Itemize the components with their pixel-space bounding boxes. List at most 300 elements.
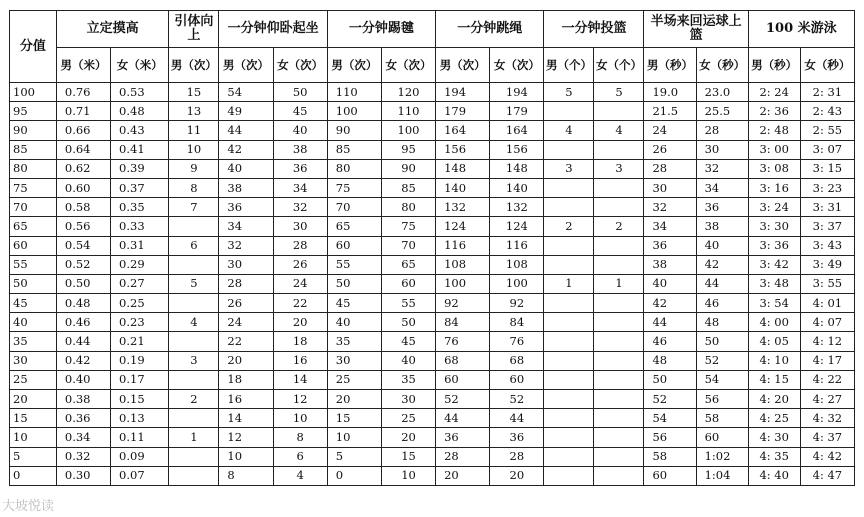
table-cell: 25: [327, 370, 381, 389]
table-cell: 0.27: [111, 274, 169, 293]
table-cell: 4: 25: [748, 409, 800, 428]
table-cell: [594, 332, 644, 351]
table-cell: 8: [273, 428, 327, 447]
table-cell: 13: [169, 102, 219, 121]
header-score: 分值: [10, 11, 57, 83]
table-cell: 3: 43: [800, 236, 854, 255]
table-cell: 20: [219, 351, 273, 370]
table-cell: 58: [644, 447, 696, 466]
table-cell: 0.07: [111, 466, 169, 485]
table-cell: 44: [644, 313, 696, 332]
table-cell: 70: [381, 236, 435, 255]
table-cell: 85: [381, 178, 435, 197]
table-cell: 15: [381, 447, 435, 466]
table-cell: 3: 42: [748, 255, 800, 274]
score-cell: 60: [10, 236, 57, 255]
table-cell: 3: 54: [748, 294, 800, 313]
table-cell: 164: [436, 121, 490, 140]
header-dribble-male: 男（秒）: [644, 48, 696, 83]
table-cell: 36: [273, 159, 327, 178]
table-cell: 2: 55: [800, 121, 854, 140]
score-cell: 80: [10, 159, 57, 178]
table-cell: 1:04: [696, 466, 748, 485]
table-cell: 36: [219, 198, 273, 217]
header-jump-female: 女（米）: [111, 48, 169, 83]
table-cell: 49: [219, 102, 273, 121]
table-cell: 1: [544, 274, 594, 293]
table-cell: 156: [490, 140, 544, 159]
header-shooting: 一分钟投篮: [544, 11, 644, 48]
score-cell: 70: [10, 198, 57, 217]
table-cell: [594, 313, 644, 332]
table-cell: [544, 178, 594, 197]
table-cell: 108: [436, 255, 490, 274]
table-cell: 3: 24: [748, 198, 800, 217]
table-cell: 0.17: [111, 370, 169, 389]
header-pull-up: 引体向上: [169, 11, 219, 48]
table-cell: [594, 370, 644, 389]
table-cell: 40: [273, 121, 327, 140]
table-cell: [544, 140, 594, 159]
table-cell: 16: [219, 390, 273, 409]
table-cell: [594, 255, 644, 274]
table-cell: 100: [490, 274, 544, 293]
table-cell: [594, 447, 644, 466]
header-row-genders: [10, 48, 855, 83]
table-cell: 4: 30: [748, 428, 800, 447]
table-cell: 3: 31: [800, 198, 854, 217]
table-cell: 3: 23: [800, 178, 854, 197]
table-cell: 0.41: [111, 140, 169, 159]
table-cell: 45: [381, 332, 435, 351]
table-cell: 52: [490, 390, 544, 409]
table-cell: [544, 447, 594, 466]
table-cell: 68: [490, 351, 544, 370]
table-cell: [594, 428, 644, 447]
table-cell: 3: 36: [748, 236, 800, 255]
table-cell: 148: [490, 159, 544, 178]
table-cell: 2: 31: [800, 83, 854, 102]
table-cell: 0.36: [56, 409, 110, 428]
table-cell: 60: [436, 370, 490, 389]
table-cell: [544, 255, 594, 274]
header-situp-female: 女（次）: [273, 48, 327, 83]
table-cell: 54: [696, 370, 748, 389]
table-cell: 36: [490, 428, 544, 447]
table-cell: 194: [436, 83, 490, 102]
table-cell: [169, 294, 219, 313]
table-cell: 24: [273, 274, 327, 293]
table-cell: 1: [169, 428, 219, 447]
table-cell: 40: [327, 313, 381, 332]
watermark: 大坡悦读: [2, 499, 55, 514]
table-cell: 38: [644, 255, 696, 274]
table-cell: 20: [436, 466, 490, 485]
score-cell: 45: [10, 294, 57, 313]
table-cell: 22: [273, 294, 327, 313]
table-cell: 76: [490, 332, 544, 351]
table-cell: 0.38: [56, 390, 110, 409]
table-cell: [544, 370, 594, 389]
table-cell: 8: [169, 178, 219, 197]
table-cell: 4: [594, 121, 644, 140]
table-row: [10, 178, 855, 197]
table-cell: 2: 24: [748, 83, 800, 102]
table-cell: 140: [490, 178, 544, 197]
table-cell: 52: [644, 390, 696, 409]
table-cell: 24: [644, 121, 696, 140]
table-cell: 124: [490, 217, 544, 236]
table-cell: 4: 00: [748, 313, 800, 332]
table-cell: [544, 236, 594, 255]
table-cell: 156: [436, 140, 490, 159]
table-row: [10, 409, 855, 428]
table-cell: 92: [436, 294, 490, 313]
table-cell: 60: [381, 274, 435, 293]
header-situp-male: 男（次）: [219, 48, 273, 83]
table-cell: 0.11: [111, 428, 169, 447]
table-cell: [169, 447, 219, 466]
table-cell: 36: [696, 198, 748, 217]
table-cell: 4: 47: [800, 466, 854, 485]
table-cell: 45: [273, 102, 327, 121]
table-row: [10, 236, 855, 255]
table-cell: 55: [381, 294, 435, 313]
table-cell: [169, 255, 219, 274]
table-cell: 0.29: [111, 255, 169, 274]
table-cell: 92: [490, 294, 544, 313]
table-cell: 85: [327, 140, 381, 159]
table-cell: 18: [219, 370, 273, 389]
table-cell: 3: 00: [748, 140, 800, 159]
table-cell: 110: [327, 83, 381, 102]
table-cell: 26: [219, 294, 273, 313]
table-cell: 4: 17: [800, 351, 854, 370]
table-cell: 44: [436, 409, 490, 428]
table-cell: 179: [436, 102, 490, 121]
table-cell: [594, 294, 644, 313]
table-cell: 50: [273, 83, 327, 102]
table-cell: 0.43: [111, 121, 169, 140]
table-cell: 54: [219, 83, 273, 102]
table-cell: 0.35: [111, 198, 169, 217]
table-cell: 38: [696, 217, 748, 236]
table-row: [10, 313, 855, 332]
score-cell: 0: [10, 466, 57, 485]
score-cell: 90: [10, 121, 57, 140]
table-cell: 11: [169, 121, 219, 140]
table-cell: 0.09: [111, 447, 169, 466]
header-shuttle-male: 男（次）: [327, 48, 381, 83]
table-cell: 3: 07: [800, 140, 854, 159]
table-row: [10, 140, 855, 159]
table-cell: 54: [644, 409, 696, 428]
table-cell: 34: [273, 178, 327, 197]
table-cell: 30: [644, 178, 696, 197]
table-cell: 0.21: [111, 332, 169, 351]
table-cell: 16: [273, 351, 327, 370]
table-cell: 0.76: [56, 83, 110, 102]
table-cell: 0.66: [56, 121, 110, 140]
table-cell: 0.15: [111, 390, 169, 409]
table-row: [10, 447, 855, 466]
score-table: [9, 10, 855, 486]
table-cell: 110: [381, 102, 435, 121]
score-cell: 100: [10, 83, 57, 102]
table-cell: 108: [490, 255, 544, 274]
table-cell: 4: 32: [800, 409, 854, 428]
table-cell: 14: [273, 370, 327, 389]
table-cell: 1:02: [696, 447, 748, 466]
table-cell: 2: [544, 217, 594, 236]
table-row: [10, 332, 855, 351]
table-cell: 2: [594, 217, 644, 236]
table-cell: 35: [327, 332, 381, 351]
table-cell: 20: [381, 428, 435, 447]
table-cell: 0.52: [56, 255, 110, 274]
table-row: [10, 370, 855, 389]
table-cell: 50: [696, 332, 748, 351]
header-shuttle-female: 女（次）: [381, 48, 435, 83]
table-cell: 46: [644, 332, 696, 351]
table-cell: 38: [219, 178, 273, 197]
table-cell: 28: [644, 159, 696, 178]
table-cell: 148: [436, 159, 490, 178]
table-cell: 32: [644, 198, 696, 217]
score-cell: 85: [10, 140, 57, 159]
table-cell: 5: [594, 83, 644, 102]
header-shot-female: 女（个）: [594, 48, 644, 83]
score-cell: 40: [10, 313, 57, 332]
table-cell: 0.64: [56, 140, 110, 159]
table-cell: 32: [219, 236, 273, 255]
table-cell: 90: [327, 121, 381, 140]
table-cell: 36: [644, 236, 696, 255]
table-cell: 20: [273, 313, 327, 332]
table-cell: 4: 07: [800, 313, 854, 332]
table-cell: 5: [327, 447, 381, 466]
table-cell: 3: 30: [748, 217, 800, 236]
table-cell: 4: 27: [800, 390, 854, 409]
table-cell: 100: [436, 274, 490, 293]
table-cell: 34: [696, 178, 748, 197]
table-row: [10, 83, 855, 102]
header-row-events: [10, 11, 855, 48]
table-cell: 35: [381, 370, 435, 389]
table-cell: 0.46: [56, 313, 110, 332]
score-cell: 25: [10, 370, 57, 389]
table-cell: 0.34: [56, 428, 110, 447]
table-cell: 30: [219, 255, 273, 274]
table-cell: [544, 198, 594, 217]
score-cell: 15: [10, 409, 57, 428]
table-cell: 10: [273, 409, 327, 428]
table-cell: 42: [219, 140, 273, 159]
table-row: [10, 466, 855, 485]
table-cell: 52: [436, 390, 490, 409]
table-cell: 4: 35: [748, 447, 800, 466]
table-cell: 58: [696, 409, 748, 428]
table-cell: 0: [327, 466, 381, 485]
table-cell: 48: [644, 351, 696, 370]
table-cell: 32: [273, 198, 327, 217]
table-cell: [169, 332, 219, 351]
table-cell: 4: 05: [748, 332, 800, 351]
table-cell: 56: [644, 428, 696, 447]
table-cell: [544, 332, 594, 351]
table-cell: 30: [327, 351, 381, 370]
table-cell: 0.62: [56, 159, 110, 178]
header-rope-male: 男（次）: [436, 48, 490, 83]
table-cell: [544, 466, 594, 485]
table-cell: 32: [696, 159, 748, 178]
table-cell: 15: [327, 409, 381, 428]
header-sit-up: 一分钟仰卧起坐: [219, 11, 327, 48]
header-dribble: 半场来回运球上篮: [644, 11, 748, 48]
table-cell: 44: [219, 121, 273, 140]
table-cell: 56: [696, 390, 748, 409]
score-cell: 55: [10, 255, 57, 274]
table-cell: 6: [169, 236, 219, 255]
table-cell: [594, 466, 644, 485]
table-cell: 2: [169, 390, 219, 409]
table-row: [10, 198, 855, 217]
table-cell: 5: [544, 83, 594, 102]
table-cell: 4: 12: [800, 332, 854, 351]
table-cell: 25.5: [696, 102, 748, 121]
table-cell: 0.54: [56, 236, 110, 255]
table-cell: 10: [169, 140, 219, 159]
table-cell: 0.56: [56, 217, 110, 236]
table-cell: 14: [219, 409, 273, 428]
table-cell: 20: [327, 390, 381, 409]
table-cell: 40: [381, 351, 435, 370]
header-shuttlecock: 一分钟踢毽: [327, 11, 435, 48]
table-cell: [169, 409, 219, 428]
table-cell: 5: [169, 274, 219, 293]
table-cell: 65: [381, 255, 435, 274]
table-cell: 95: [381, 140, 435, 159]
table-cell: 10: [327, 428, 381, 447]
table-cell: 28: [696, 121, 748, 140]
table-row: [10, 274, 855, 293]
table-cell: 132: [490, 198, 544, 217]
score-cell: 20: [10, 390, 57, 409]
table-cell: 18: [273, 332, 327, 351]
table-cell: 22: [219, 332, 273, 351]
table-cell: 0.13: [111, 409, 169, 428]
table-cell: 44: [490, 409, 544, 428]
table-cell: 0.31: [111, 236, 169, 255]
header-standing-jump: 立定摸高: [56, 11, 169, 48]
table-cell: 80: [327, 159, 381, 178]
table-cell: 60: [327, 236, 381, 255]
table-cell: 60: [696, 428, 748, 447]
table-cell: 55: [327, 255, 381, 274]
table-row: [10, 121, 855, 140]
table-cell: 28: [436, 447, 490, 466]
table-cell: 0.32: [56, 447, 110, 466]
table-cell: 3: 48: [748, 274, 800, 293]
table-cell: 179: [490, 102, 544, 121]
score-cell: 95: [10, 102, 57, 121]
table-cell: 3: 15: [800, 159, 854, 178]
table-cell: 42: [644, 294, 696, 313]
table-cell: 50: [381, 313, 435, 332]
table-cell: 34: [219, 217, 273, 236]
table-cell: 10: [219, 447, 273, 466]
table-cell: 34: [644, 217, 696, 236]
table-cell: [594, 351, 644, 370]
score-cell: 65: [10, 217, 57, 236]
score-cell: 75: [10, 178, 57, 197]
table-cell: [594, 140, 644, 159]
table-cell: 120: [381, 83, 435, 102]
table-cell: 3: [594, 159, 644, 178]
score-cell: 50: [10, 274, 57, 293]
table-cell: 4: [273, 466, 327, 485]
table-cell: 15: [169, 83, 219, 102]
table-cell: 7: [169, 198, 219, 217]
table-cell: [544, 313, 594, 332]
score-table-container: [9, 10, 855, 486]
table-row: [10, 390, 855, 409]
table-cell: 30: [696, 140, 748, 159]
table-cell: [544, 351, 594, 370]
table-cell: 3: 55: [800, 274, 854, 293]
table-cell: 30: [381, 390, 435, 409]
table-cell: 75: [381, 217, 435, 236]
table-cell: 65: [327, 217, 381, 236]
table-row: [10, 294, 855, 313]
table-cell: 46: [696, 294, 748, 313]
table-cell: 28: [490, 447, 544, 466]
table-cell: 84: [490, 313, 544, 332]
table-cell: 70: [327, 198, 381, 217]
table-cell: [544, 409, 594, 428]
table-cell: 60: [490, 370, 544, 389]
table-cell: 0.30: [56, 466, 110, 485]
table-cell: 24: [219, 313, 273, 332]
table-cell: 45: [327, 294, 381, 313]
table-cell: 75: [327, 178, 381, 197]
table-cell: 0.33: [111, 217, 169, 236]
table-cell: 9: [169, 159, 219, 178]
table-cell: 4: 42: [800, 447, 854, 466]
table-cell: 0.19: [111, 351, 169, 370]
table-cell: 90: [381, 159, 435, 178]
table-cell: 164: [490, 121, 544, 140]
table-row: [10, 428, 855, 447]
table-cell: 80: [381, 198, 435, 217]
table-cell: 20: [490, 466, 544, 485]
table-cell: 42: [696, 255, 748, 274]
table-cell: 0.39: [111, 159, 169, 178]
table-cell: 116: [436, 236, 490, 255]
table-cell: 100: [327, 102, 381, 121]
header-swimming: 100 米游泳: [748, 11, 854, 48]
score-cell: 30: [10, 351, 57, 370]
table-cell: 76: [436, 332, 490, 351]
table-cell: 3: [544, 159, 594, 178]
table-cell: 0.50: [56, 274, 110, 293]
table-cell: 40: [696, 236, 748, 255]
header-shot-male: 男（个）: [544, 48, 594, 83]
table-cell: 4: 15: [748, 370, 800, 389]
table-cell: [169, 466, 219, 485]
table-cell: 3: 37: [800, 217, 854, 236]
table-cell: 0.53: [111, 83, 169, 102]
